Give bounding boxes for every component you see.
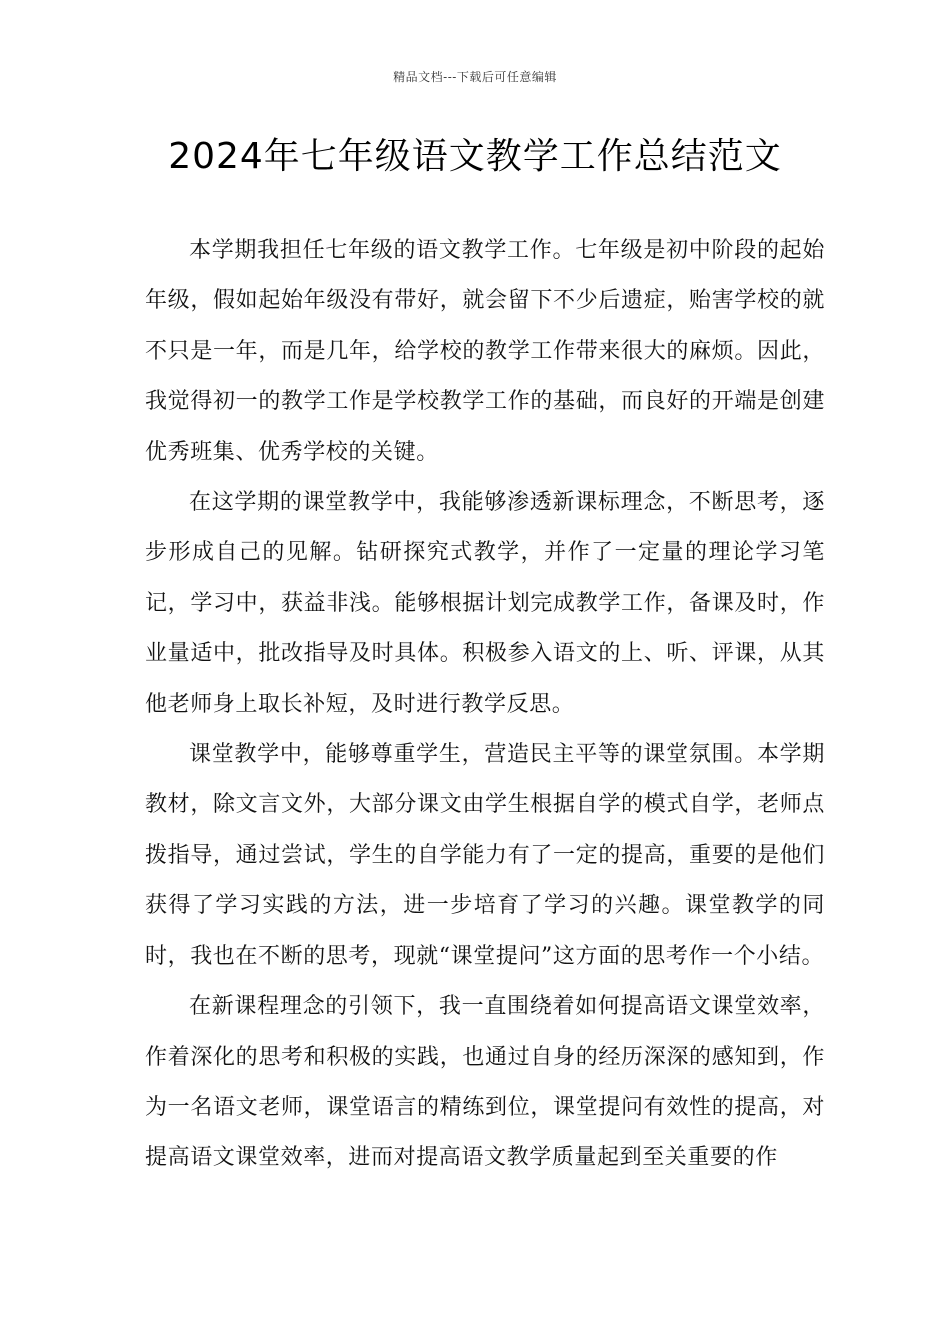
header-note: 精品文档---下载后可任意编辑	[393, 70, 557, 84]
paragraph-3: 课堂教学中，能够尊重学生，营造民主平等的课堂氛围。本学期教材，除文言文外，大部分课文由学生根据自学的模式自学，老师点拨指导，通过尝试，学生的自学能力有了一定的提高，重要的是他们获得了学习实践的方法，进一步培育了学习的兴趣。课堂教学的同时，我也在不断的思考，现就“课堂提问”这方面的思考作一个小结。	[145, 742, 825, 969]
paragraph-2: 在这学期的课堂教学中，我能够渗透新课标理念，不断思考，逐步形成自己的见解。钻研探究式教学，并作了一定量的理论学习笔记，学习中，获益非浅。能够根据计划完成教学工作，备课及时，作业量适中，批改指导及时具体。积极参入语文的上、听、评课，从其他老师身上取长补短，及时进行教学反思。	[145, 490, 825, 717]
paragraph-1: 本学期我担任七年级的语文教学工作。七年级是初中阶段的起始年级，假如起始年级没有带好，就会留下不少后遗症，贻害学校的就不只是一年，而是几年，给学校的教学工作带来很大的麻烦。因此，我觉得初一的教学工作是学校教学工作的基础，而良好的开端是创建优秀班集、优秀学校的关键。	[145, 238, 825, 465]
document-body	[145, 226, 825, 1184]
document-title: 2024年七年级语文教学工作总结范文	[168, 136, 782, 177]
paragraph-4: 在新课程理念的引领下，我一直围绕着如何提高语文课堂效率，作着深化的思考和积极的实践，也通过自身的经历深深的感知到，作为一名语文老师，课堂语言的精练到位，课堂提问有效性的提高，对提高语文课堂效率，进而对提高语文教学质量起到至关重要的作	[145, 994, 825, 1171]
